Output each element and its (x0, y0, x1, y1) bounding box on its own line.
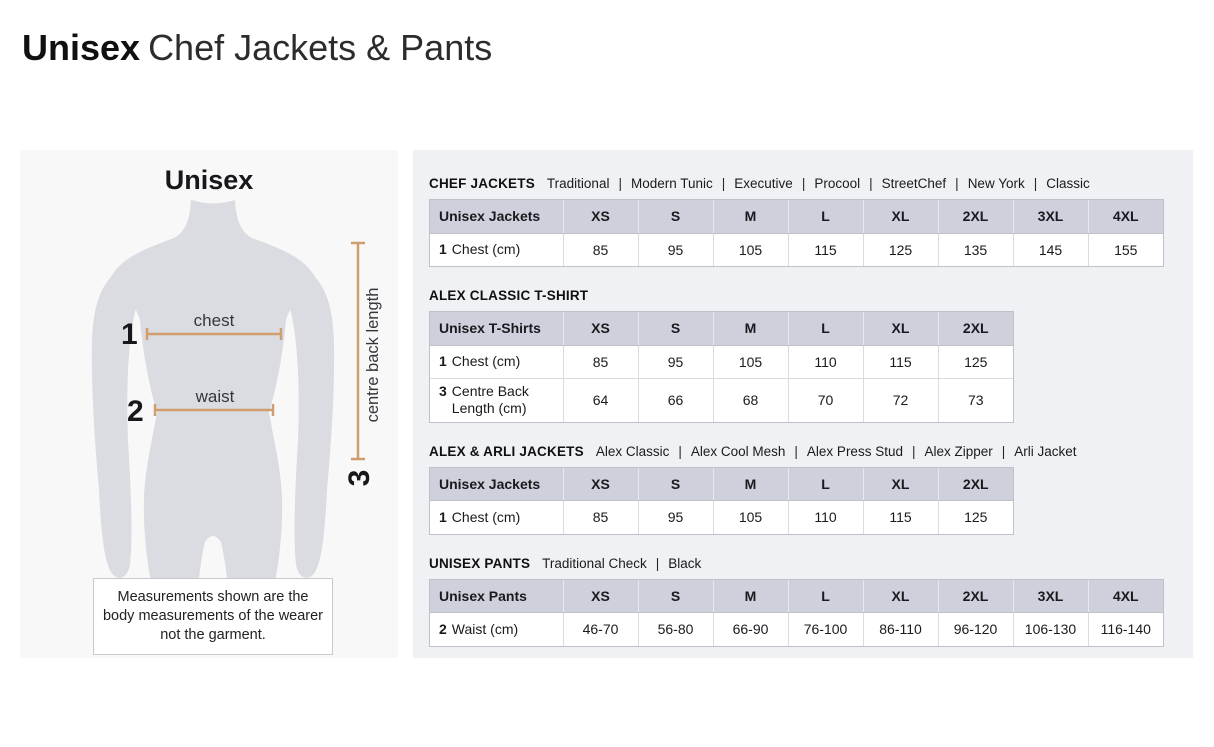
size-value-cell: 110 (788, 501, 863, 534)
section-heading (429, 288, 1193, 303)
size-column-header: S (638, 312, 713, 345)
category-separator: | (911, 443, 916, 459)
measurement-note: Measurements shown are the body measurements of the wearer not the garment. (93, 578, 333, 655)
category-separator: | (618, 176, 622, 191)
table-header-row (430, 312, 1013, 345)
section-chef-jackets (429, 176, 1193, 267)
category-item: Traditional (546, 176, 610, 191)
chest-label: chest (193, 311, 235, 330)
size-column-header: 2XL (938, 312, 1013, 345)
measurement-number: 1 (439, 508, 447, 525)
section-categories (547, 176, 1090, 191)
category-item: Black (668, 555, 702, 571)
size-table (429, 199, 1164, 267)
size-value-cell: 70 (788, 378, 863, 422)
section-categories (596, 444, 1077, 459)
size-column-header: S (638, 468, 713, 501)
category-separator: | (955, 176, 959, 191)
table-row (430, 345, 1013, 378)
section-alex-classic-tshirt (429, 288, 1193, 423)
measurement-number: 1 (439, 241, 447, 257)
measurement-label-cell (430, 233, 563, 266)
size-value-cell: 46-70 (563, 613, 638, 646)
size-column-header: 2XL (938, 200, 1013, 233)
size-column-header: M (713, 468, 788, 501)
measurement-label-cell (430, 613, 563, 646)
size-value-cell: 96-120 (938, 613, 1013, 646)
size-column-header: XS (563, 200, 638, 233)
section-title: CHEF JACKETS (429, 176, 535, 191)
size-value-cell: 105 (713, 233, 788, 266)
size-value-cell: 66 (638, 378, 713, 422)
size-tables-panel (413, 150, 1193, 658)
size-column-header: L (788, 580, 863, 613)
table-row (430, 501, 1013, 534)
measurement-2-number: 2 (127, 395, 144, 428)
size-column-header: S (638, 580, 713, 613)
size-column-header: 2XL (938, 580, 1013, 613)
size-value-cell: 64 (563, 378, 638, 422)
size-column-header: M (713, 312, 788, 345)
size-column-header: M (713, 200, 788, 233)
category-item: Alex Zipper (924, 443, 993, 459)
size-value-cell: 106-130 (1013, 613, 1088, 646)
section-heading (429, 444, 1193, 459)
measurement-number: 2 (439, 620, 447, 637)
size-column-header: 2XL (938, 468, 1013, 501)
table-header-row (430, 580, 1163, 613)
size-column-header: L (788, 468, 863, 501)
size-value-cell: 115 (863, 501, 938, 534)
size-value-cell: 73 (938, 378, 1013, 422)
category-item: Traditional Check (542, 555, 647, 571)
table-label-header: Unisex Pants (430, 580, 563, 613)
size-value-cell: 68 (713, 378, 788, 422)
table-row (430, 613, 1163, 646)
section-unisex-pants (429, 556, 1193, 647)
waist-label: waist (195, 387, 235, 406)
category-item: Alex Press Stud (806, 443, 903, 459)
size-value-cell: 85 (563, 233, 638, 266)
diagram-title: Unisex (164, 165, 254, 195)
size-column-header: 3XL (1013, 200, 1088, 233)
size-column-header: 4XL (1088, 200, 1163, 233)
measurement-label-text: Chest (cm) (451, 508, 521, 525)
category-item: Executive (734, 176, 793, 191)
category-item: Arli Jacket (1014, 443, 1077, 459)
size-value-cell: 72 (863, 378, 938, 422)
table-row (430, 378, 1013, 422)
size-value-cell: 76-100 (788, 613, 863, 646)
size-table (429, 467, 1014, 535)
category-separator: | (801, 176, 806, 191)
measurement-label (439, 241, 559, 259)
size-column-header: M (713, 580, 788, 613)
category-separator: | (1001, 443, 1006, 459)
category-item: Alex Cool Mesh (690, 443, 786, 459)
section-alex-arli-jackets (429, 444, 1193, 535)
table-label-header: Unisex Jackets (430, 468, 563, 501)
category-item: Modern Tunic (630, 176, 713, 191)
measurement-label-text: Chest (cm) (451, 241, 521, 257)
measurement-label-text: Centre Back Length (cm) (451, 382, 529, 416)
section-heading (429, 556, 1193, 571)
size-column-header: S (638, 200, 713, 233)
size-value-cell: 145 (1013, 233, 1088, 266)
category-separator: | (869, 176, 873, 191)
measurement-number: 1 (439, 352, 447, 369)
table-label-header: Unisex T-Shirts (430, 312, 563, 345)
measurement-label-text: Chest (cm) (451, 352, 521, 369)
measurement-3-number: 3 (343, 469, 376, 487)
measurement-label-cell (430, 378, 563, 422)
page-title (22, 26, 492, 69)
centre-back-length-line (351, 243, 365, 459)
size-column-header: XS (563, 312, 638, 345)
size-value-cell: 86-110 (863, 613, 938, 646)
centre-back-length-label: centre back length (364, 287, 382, 423)
category-separator: | (721, 176, 726, 191)
size-table (429, 311, 1014, 423)
measurement-label-cell (430, 345, 563, 378)
measurement-label (439, 509, 559, 527)
section-title: ALEX & ARLI JACKETS (429, 443, 584, 459)
size-value-cell: 105 (713, 501, 788, 534)
category-item: Procool (814, 176, 861, 191)
size-value-cell: 155 (1088, 233, 1163, 266)
table-label-header: Unisex Jackets (430, 200, 563, 233)
size-value-cell: 115 (788, 233, 863, 266)
measurement-label-text: Waist (cm) (451, 620, 519, 637)
size-value-cell: 95 (638, 501, 713, 534)
category-item: StreetChef (881, 176, 947, 191)
size-value-cell: 125 (938, 345, 1013, 378)
size-value-cell: 95 (638, 345, 713, 378)
size-column-header: L (788, 200, 863, 233)
section-heading (429, 176, 1193, 191)
section-title: ALEX CLASSIC T-SHIRT (429, 288, 589, 303)
category-item: Classic (1046, 176, 1090, 191)
size-table (429, 579, 1164, 647)
measurement-diagram-panel (20, 150, 398, 658)
section-title: UNISEX PANTS (429, 555, 531, 571)
category-separator: | (678, 443, 682, 459)
size-column-header: XL (863, 312, 938, 345)
measurement-number: 3 (439, 382, 447, 399)
size-column-header: 3XL (1013, 580, 1088, 613)
category-item: Alex Classic (595, 443, 670, 459)
measurement-label (439, 621, 559, 639)
table-header-row (430, 468, 1013, 501)
size-value-cell: 125 (938, 501, 1013, 534)
size-column-header: XL (863, 580, 938, 613)
size-column-header: L (788, 312, 863, 345)
category-item: New York (967, 176, 1025, 191)
size-value-cell: 125 (863, 233, 938, 266)
size-value-cell: 115 (863, 345, 938, 378)
size-column-header: XS (563, 580, 638, 613)
size-value-cell: 56-80 (638, 613, 713, 646)
size-column-header: XS (563, 468, 638, 501)
size-column-header: 4XL (1088, 580, 1163, 613)
section-categories (542, 556, 701, 571)
category-separator: | (655, 555, 660, 571)
size-value-cell: 85 (563, 345, 638, 378)
size-value-cell: 135 (938, 233, 1013, 266)
size-value-cell: 105 (713, 345, 788, 378)
category-separator: | (1033, 176, 1038, 191)
measurement-label-cell (430, 501, 563, 534)
page-title-bold: Unisex (22, 27, 141, 68)
page-title-light: Chef Jackets & Pants (148, 27, 493, 68)
size-value-cell: 95 (638, 233, 713, 266)
size-value-cell: 116-140 (1088, 613, 1163, 646)
mannequin-right-arm (290, 277, 334, 578)
measurement-label (439, 353, 559, 371)
size-value-cell: 85 (563, 501, 638, 534)
category-separator: | (794, 443, 798, 459)
table-row (430, 233, 1163, 266)
measurement-label (439, 383, 559, 418)
size-value-cell: 66-90 (713, 613, 788, 646)
size-value-cell: 110 (788, 345, 863, 378)
table-header-row (430, 200, 1163, 233)
size-column-header: XL (863, 200, 938, 233)
size-column-header: XL (863, 468, 938, 501)
measurement-1-number: 1 (121, 318, 138, 351)
